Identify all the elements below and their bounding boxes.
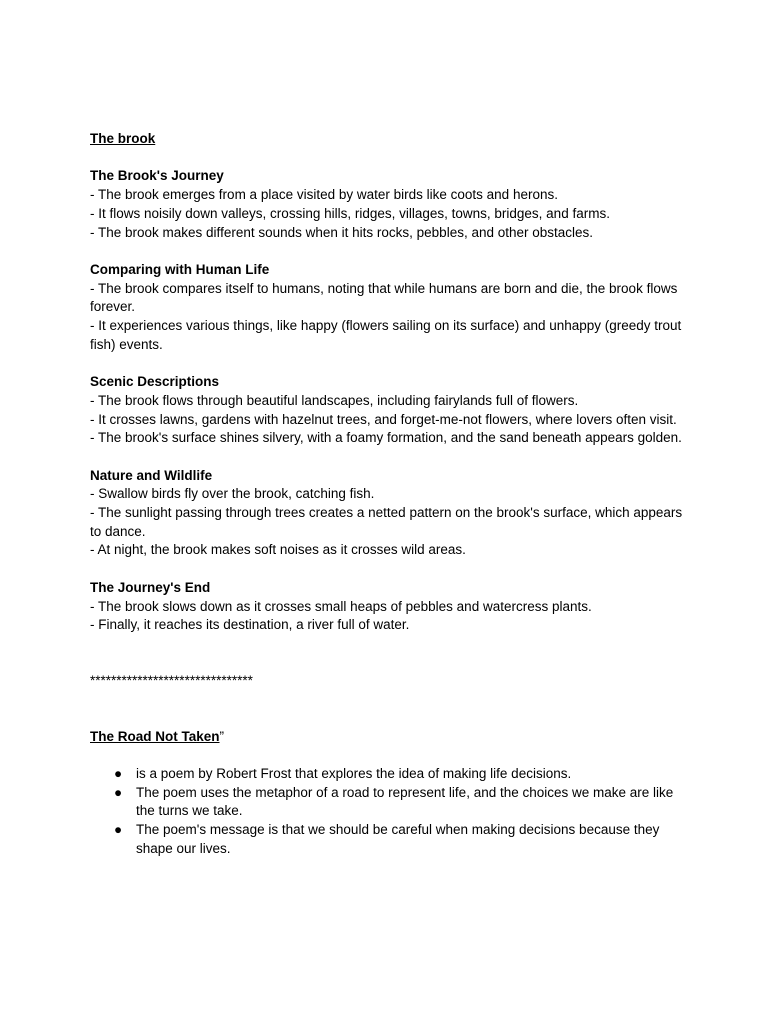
bullet-icon: ●: [114, 822, 123, 838]
section-line: - The brook compares itself to humans, noting that while humans are born and die, the brook flows forever.: [90, 280, 678, 315]
document-title: The brook: [90, 131, 156, 146]
section-line: - At night, the brook makes soft noises as it crosses wild areas.: [90, 542, 466, 558]
second-title: [90, 728, 690, 747]
list-item: [90, 765, 690, 784]
section-scenic-descriptions: [90, 373, 690, 448]
list-item-text: is a poem by Robert Frost that explores the idea of making life decisions.: [136, 766, 572, 781]
section-brooks-journey: [90, 167, 690, 242]
list-item: [90, 784, 690, 821]
list-item-text: The poem's message is that we should be careful when making decisions because they shape our lives.: [136, 822, 660, 856]
section-line: - The brook's surface shines silvery, with a foamy formation, and the sand beneath appears golden.: [90, 430, 682, 446]
section-line: - It crosses lawns, gardens with hazelnut trees, and forget-me-not flowers, where lovers often visit.: [90, 411, 677, 427]
document-page: [90, 130, 690, 859]
section-heading: The Journey's End: [90, 579, 211, 595]
section-line: - Swallow birds fly over the brook, catching fish.: [90, 486, 375, 502]
second-title-text: The Road Not Taken: [90, 728, 220, 744]
section-line: - It experiences various things, like happy (flowers sailing on its surface) and unhappy (greedy trout fish) events.: [90, 318, 682, 352]
section-line: - Finally, it reaches its destination, a river full of water.: [90, 617, 410, 633]
list-item: [90, 821, 690, 858]
section-line: - The brook slows down as it crosses small heaps of pebbles and watercress plants.: [90, 598, 592, 614]
bullet-list: [90, 765, 690, 859]
section-line: - The brook flows through beautiful landscapes, including fairylands full of flowers.: [90, 392, 579, 408]
list-item-text: The poem uses the metaphor of a road to represent life, and the choices we make are like the turns we take.: [136, 784, 674, 819]
section-line: - The sunlight passing through trees creates a netted pattern on the brook's surface, which appears to dance.: [90, 505, 683, 539]
section-line: - The brook makes different sounds when it hits rocks, pebbles, and other obstacles.: [90, 224, 594, 240]
bullet-icon: ●: [114, 766, 123, 781]
second-title-quote: ”: [219, 728, 225, 744]
separator-line: *******************************: [90, 672, 253, 688]
section-heading: Nature and Wildlife: [90, 467, 213, 483]
section-heading: Scenic Descriptions: [90, 374, 220, 390]
section-heading: Comparing with Human Life: [90, 261, 270, 277]
section-human-life: [90, 261, 690, 355]
section-heading: The Brook's Journey: [90, 168, 224, 184]
section-line: - It flows noisily down valleys, crossing hills, ridges, villages, towns, bridges, and farms.: [90, 205, 610, 221]
bullet-icon: ●: [114, 784, 123, 800]
section-nature-wildlife: [90, 467, 690, 561]
section-line: - The brook emerges from a place visited by water birds like coots and herons.: [90, 187, 558, 203]
section-journeys-end: [90, 579, 690, 635]
